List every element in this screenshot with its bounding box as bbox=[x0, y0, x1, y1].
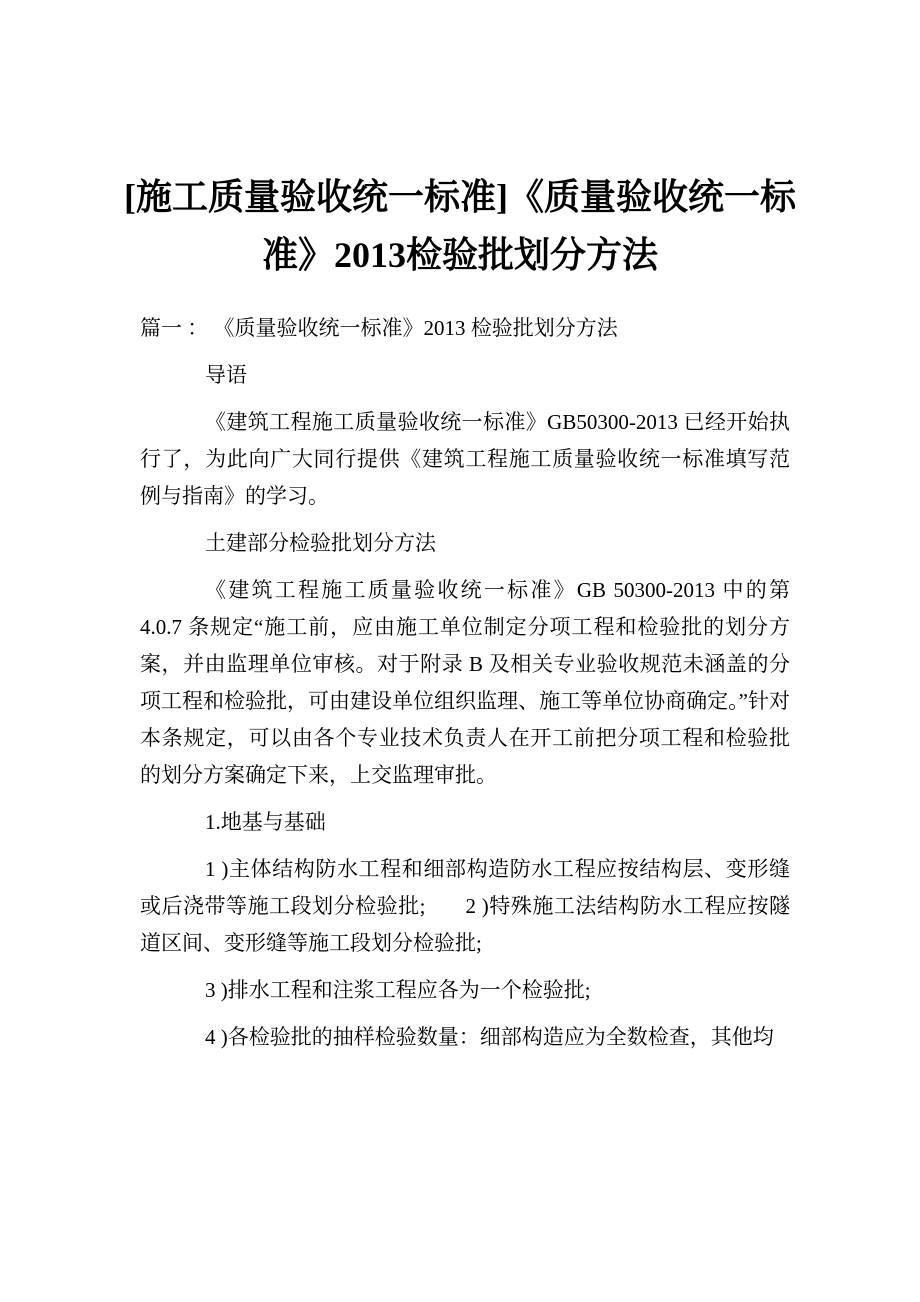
item-heading: 1.地基与基础 bbox=[205, 810, 326, 834]
document-body bbox=[140, 310, 790, 1066]
item-3: 3 )排水工程和注浆工程应各为一个检验批; bbox=[205, 978, 591, 1002]
rule-paragraph: 《建筑工程施工质量验收统一标准》GB 50300-2013 中的第 4.0.7 条规定“施工前，应由施工单位制定分项工程和检验批的划分方案，并由监理单位审核。对于附录 B 及相关专业验收规范未涵盖的分项工程和检验批，可由建设单位组织监理、施工等单位协商确定。”针对本条规定，可以由各个专业技术负责人在开工前把分项工程和检验批的划分方案确定下来，上交监理审批。 bbox=[140, 578, 790, 787]
section-heading: 篇一 ： 《质量验收统一标准》2013 检验批划分方法 bbox=[140, 316, 618, 340]
item-1: 1 )主体结构防水工程和细部构造防水工程应按结构层、变形缝或后浇带等施工段划分检验批; bbox=[140, 857, 790, 918]
item-4: 4 )各检验批的抽样检验数量：细部构造应为全数检查，其他均 bbox=[205, 1025, 774, 1049]
document-title: [施工质量验收统一标准]《质量验收统一标准》2013检验批划分方法 bbox=[124, 177, 796, 275]
intro-paragraph: 《建筑工程施工质量验收统一标准》GB50300-2013 已经开始执行了，为此向广大同行提供《建筑工程施工质量验收统一标准填写范例与指南》的学习。 bbox=[140, 410, 790, 508]
item-2: 2 )特殊施工法结构防水工程应按隧道区间、变形缝等施工段划分检验批; bbox=[140, 894, 790, 955]
sub-heading: 土建部分检验批划分方法 bbox=[205, 531, 436, 555]
item-1-2-paragraph bbox=[140, 851, 790, 962]
intro-label: 导语 bbox=[205, 363, 247, 387]
